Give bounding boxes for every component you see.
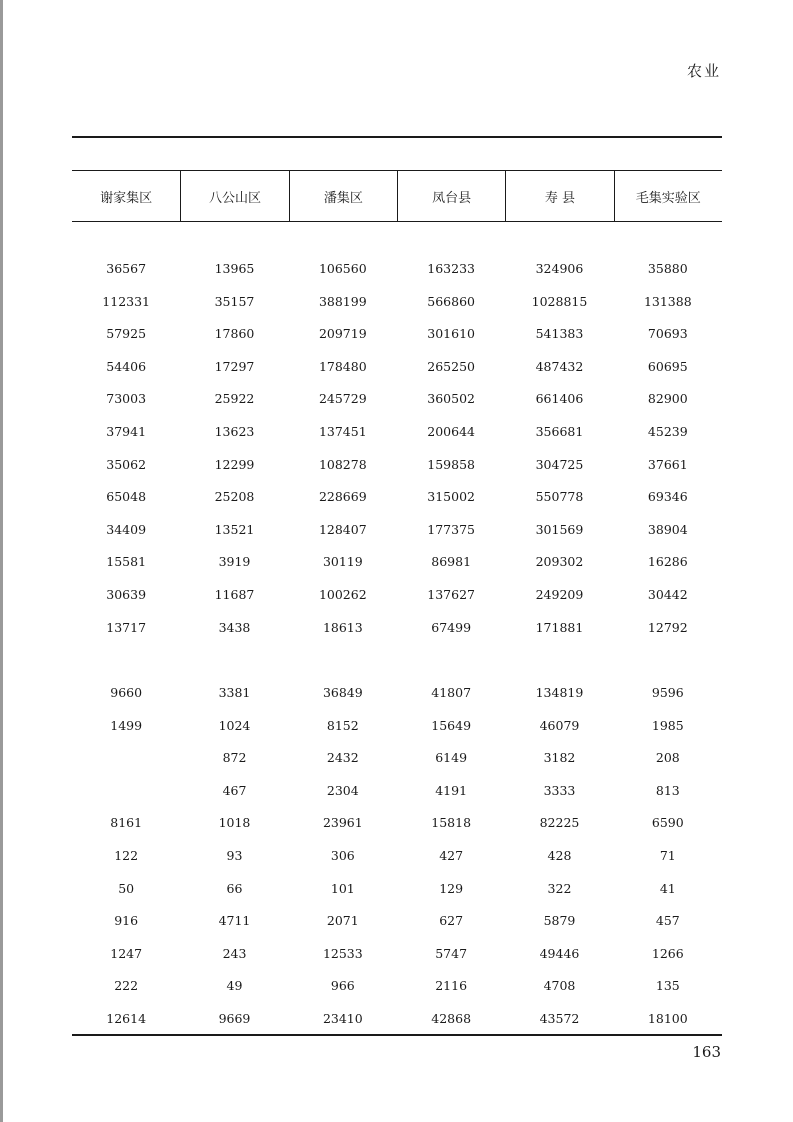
table-cell: 813 bbox=[655, 782, 680, 798]
table-cell: 49 bbox=[226, 978, 243, 994]
table-cell: 15649 bbox=[431, 717, 472, 733]
table-row bbox=[72, 879, 722, 899]
table-cell: 30639 bbox=[106, 587, 147, 602]
table-cell: 34409 bbox=[106, 521, 147, 537]
table-cell: 301610 bbox=[427, 326, 475, 342]
table-cell: 171881 bbox=[535, 619, 584, 635]
table-cell: 222 bbox=[114, 978, 139, 994]
column-header-shouxian: 寿 县 bbox=[505, 171, 613, 221]
table-top-rule bbox=[72, 136, 722, 138]
table-cell: 5747 bbox=[435, 945, 468, 961]
table-cell: 2071 bbox=[326, 913, 359, 929]
table-row bbox=[72, 389, 722, 409]
table-cell: 100262 bbox=[318, 587, 367, 602]
table-row bbox=[72, 748, 722, 768]
table-row bbox=[72, 618, 722, 638]
table-cell: 93 bbox=[226, 848, 243, 863]
table-cell: 16286 bbox=[647, 554, 688, 570]
table-row bbox=[72, 813, 722, 833]
table-cell: 4711 bbox=[218, 913, 251, 929]
table-cell: 35062 bbox=[106, 456, 147, 472]
table-row bbox=[72, 520, 722, 540]
column-header-fengtai: 凤台县 bbox=[397, 171, 505, 221]
table-cell: 243 bbox=[222, 945, 247, 961]
table-cell: 324906 bbox=[535, 261, 584, 276]
table-cell: 108278 bbox=[318, 456, 367, 472]
table-cell: 137627 bbox=[427, 587, 475, 602]
table-cell: 541383 bbox=[535, 326, 584, 342]
table-cell: 627 bbox=[439, 913, 464, 929]
table-cell: 1024 bbox=[218, 717, 251, 733]
table-cell: 36849 bbox=[322, 685, 363, 700]
table-cell: 315002 bbox=[427, 489, 475, 505]
table-cell: 9669 bbox=[218, 1011, 251, 1026]
table-cell: 15818 bbox=[431, 815, 472, 831]
page-edge bbox=[0, 0, 3, 1122]
table-cell: 66 bbox=[226, 880, 243, 896]
table-cell: 428 bbox=[547, 848, 572, 863]
table-cell: 177375 bbox=[427, 521, 475, 537]
table-cell: 71 bbox=[659, 848, 676, 863]
table-row bbox=[72, 259, 722, 279]
table-cell: 6149 bbox=[435, 750, 468, 766]
table-cell: 245729 bbox=[318, 391, 367, 407]
table-row bbox=[72, 552, 722, 572]
table-header-row bbox=[72, 171, 722, 221]
table-cell: 38904 bbox=[647, 521, 688, 537]
table-cell: 4708 bbox=[543, 978, 576, 994]
table-row bbox=[72, 976, 722, 996]
table-cell: 9660 bbox=[110, 685, 143, 700]
table-cell: 13623 bbox=[214, 424, 255, 439]
column-header-maoji: 毛集实验区 bbox=[614, 171, 722, 221]
section-header: 农业 bbox=[686, 62, 721, 80]
table-cell: 42868 bbox=[431, 1011, 472, 1026]
table-cell: 35157 bbox=[214, 293, 255, 309]
table-bottom-rule bbox=[72, 1034, 722, 1036]
table-cell: 304725 bbox=[535, 456, 584, 472]
table-cell: 131388 bbox=[643, 293, 692, 309]
table-cell: 18100 bbox=[647, 1011, 688, 1026]
table-cell: 1985 bbox=[651, 717, 684, 733]
table-row bbox=[72, 781, 722, 801]
table-cell: 3333 bbox=[543, 782, 576, 798]
table-row bbox=[72, 911, 722, 931]
table-cell: 159858 bbox=[427, 456, 475, 472]
table-cell: 65048 bbox=[106, 489, 147, 505]
table-cell: 1018 bbox=[218, 815, 251, 831]
table-cell: 1266 bbox=[651, 945, 684, 961]
column-header-panji: 潘集区 bbox=[289, 171, 397, 221]
table-cell: 427 bbox=[439, 848, 464, 863]
table-cell: 3438 bbox=[218, 619, 251, 635]
table-cell: 30119 bbox=[322, 554, 363, 570]
table-row bbox=[72, 585, 722, 605]
table-cell: 2116 bbox=[435, 978, 468, 994]
table-cell: 13965 bbox=[214, 261, 255, 276]
table-cell: 265250 bbox=[427, 358, 475, 374]
table-cell: 9596 bbox=[651, 685, 684, 700]
table-cell: 4191 bbox=[435, 782, 468, 798]
table-cell: 1247 bbox=[110, 945, 143, 961]
column-header-bagongshan: 八公山区 bbox=[180, 171, 288, 221]
table-cell: 106560 bbox=[318, 261, 367, 276]
table-cell: 23961 bbox=[322, 815, 363, 831]
table-cell: 322 bbox=[547, 880, 572, 896]
table-row bbox=[72, 455, 722, 475]
table-cell: 36567 bbox=[106, 261, 147, 276]
table-row bbox=[72, 683, 722, 703]
table-cell: 129 bbox=[439, 880, 464, 896]
table-cell: 200644 bbox=[427, 424, 475, 439]
table-cell: 41807 bbox=[431, 685, 472, 700]
table-cell: 45239 bbox=[647, 424, 688, 439]
table-cell: 101 bbox=[330, 880, 355, 896]
table-cell: 1499 bbox=[110, 717, 143, 733]
table-cell: 54406 bbox=[106, 358, 147, 374]
table-cell: 112331 bbox=[102, 293, 151, 309]
table-cell: 23410 bbox=[322, 1011, 363, 1026]
table-cell: 388199 bbox=[318, 293, 367, 309]
table-row bbox=[72, 422, 722, 442]
table-cell: 69346 bbox=[647, 489, 688, 505]
table-row bbox=[72, 846, 722, 866]
column-header-xiejiaji: 谢家集区 bbox=[100, 190, 153, 206]
table-cell: 12792 bbox=[647, 619, 688, 635]
table-cell: 457 bbox=[655, 913, 680, 929]
table-cell: 82900 bbox=[647, 391, 688, 407]
table-cell: 249209 bbox=[535, 587, 584, 602]
table-cell: 487432 bbox=[535, 358, 584, 374]
table-cell: 135 bbox=[655, 978, 680, 994]
table-cell: 12533 bbox=[322, 945, 363, 961]
table-cell: 43572 bbox=[539, 1011, 580, 1026]
table-cell: 208 bbox=[655, 750, 680, 766]
table-cell: 467 bbox=[222, 782, 247, 798]
table-cell: 37941 bbox=[106, 424, 147, 439]
table-cell: 209719 bbox=[318, 326, 367, 342]
table-cell: 46079 bbox=[539, 717, 580, 733]
table-cell: 13521 bbox=[214, 521, 255, 537]
table-row bbox=[72, 1009, 722, 1029]
header-bottom-rule bbox=[72, 221, 722, 222]
table-cell: 966 bbox=[330, 978, 355, 994]
table-cell: 12299 bbox=[214, 456, 255, 472]
table-cell: 128407 bbox=[318, 521, 367, 537]
table-cell: 50 bbox=[118, 880, 135, 896]
table-cell: 86981 bbox=[431, 554, 472, 570]
table-cell: 13717 bbox=[106, 619, 147, 635]
table-cell: 57925 bbox=[106, 326, 147, 342]
table-cell: 25922 bbox=[214, 391, 255, 407]
table-cell: 15581 bbox=[106, 554, 147, 570]
table-cell: 356681 bbox=[535, 424, 584, 439]
table-cell: 2432 bbox=[326, 750, 359, 766]
page-number: 163 bbox=[692, 1043, 721, 1061]
table-cell: 360502 bbox=[427, 391, 475, 407]
table-cell: 122 bbox=[114, 848, 139, 863]
table-cell: 30442 bbox=[647, 587, 688, 602]
table-cell: 8161 bbox=[110, 815, 143, 831]
table-row bbox=[72, 324, 722, 344]
table-cell bbox=[72, 748, 180, 768]
table-cell: 41 bbox=[659, 880, 676, 896]
table-row bbox=[72, 357, 722, 377]
table-cell: 49446 bbox=[539, 945, 580, 961]
table-cell: 1028815 bbox=[531, 293, 588, 309]
table-cell: 67499 bbox=[431, 619, 472, 635]
table-cell: 301569 bbox=[535, 521, 584, 537]
table-cell: 37661 bbox=[647, 456, 688, 472]
table-cell: 3381 bbox=[218, 685, 251, 700]
table-cell: 60695 bbox=[647, 358, 688, 374]
table-row bbox=[72, 292, 722, 312]
table-cell: 2304 bbox=[326, 782, 359, 798]
table-cell: 209302 bbox=[535, 554, 584, 570]
table-cell: 17860 bbox=[214, 326, 255, 342]
table-cell: 5879 bbox=[543, 913, 576, 929]
table-cell: 82225 bbox=[539, 815, 580, 831]
table-cell: 8152 bbox=[326, 717, 359, 733]
table-cell: 872 bbox=[222, 750, 247, 766]
table-cell: 178480 bbox=[318, 358, 367, 374]
table-cell: 566860 bbox=[427, 293, 475, 309]
table-cell: 73003 bbox=[106, 391, 147, 407]
table-cell: 3182 bbox=[543, 750, 576, 766]
table-cell: 550778 bbox=[535, 489, 584, 505]
table-cell: 11687 bbox=[214, 587, 255, 602]
table-cell bbox=[72, 781, 180, 801]
table-cell: 25208 bbox=[214, 489, 255, 505]
table-cell: 6590 bbox=[651, 815, 684, 831]
table-row bbox=[72, 944, 722, 964]
table-cell: 661406 bbox=[535, 391, 584, 407]
table-cell: 306 bbox=[330, 848, 355, 863]
table-cell: 916 bbox=[114, 913, 139, 929]
table-cell: 12614 bbox=[106, 1011, 147, 1026]
table-cell: 163233 bbox=[427, 261, 475, 276]
table-row bbox=[72, 487, 722, 507]
table-cell: 35880 bbox=[647, 261, 688, 276]
table-cell: 18613 bbox=[322, 619, 363, 635]
table-row bbox=[72, 716, 722, 736]
table-cell: 70693 bbox=[647, 326, 688, 342]
table-cell: 137451 bbox=[318, 424, 367, 439]
table-cell: 228669 bbox=[318, 489, 367, 505]
table-cell: 134819 bbox=[535, 685, 584, 700]
table-cell: 3919 bbox=[218, 554, 251, 570]
table-cell: 17297 bbox=[214, 358, 255, 374]
